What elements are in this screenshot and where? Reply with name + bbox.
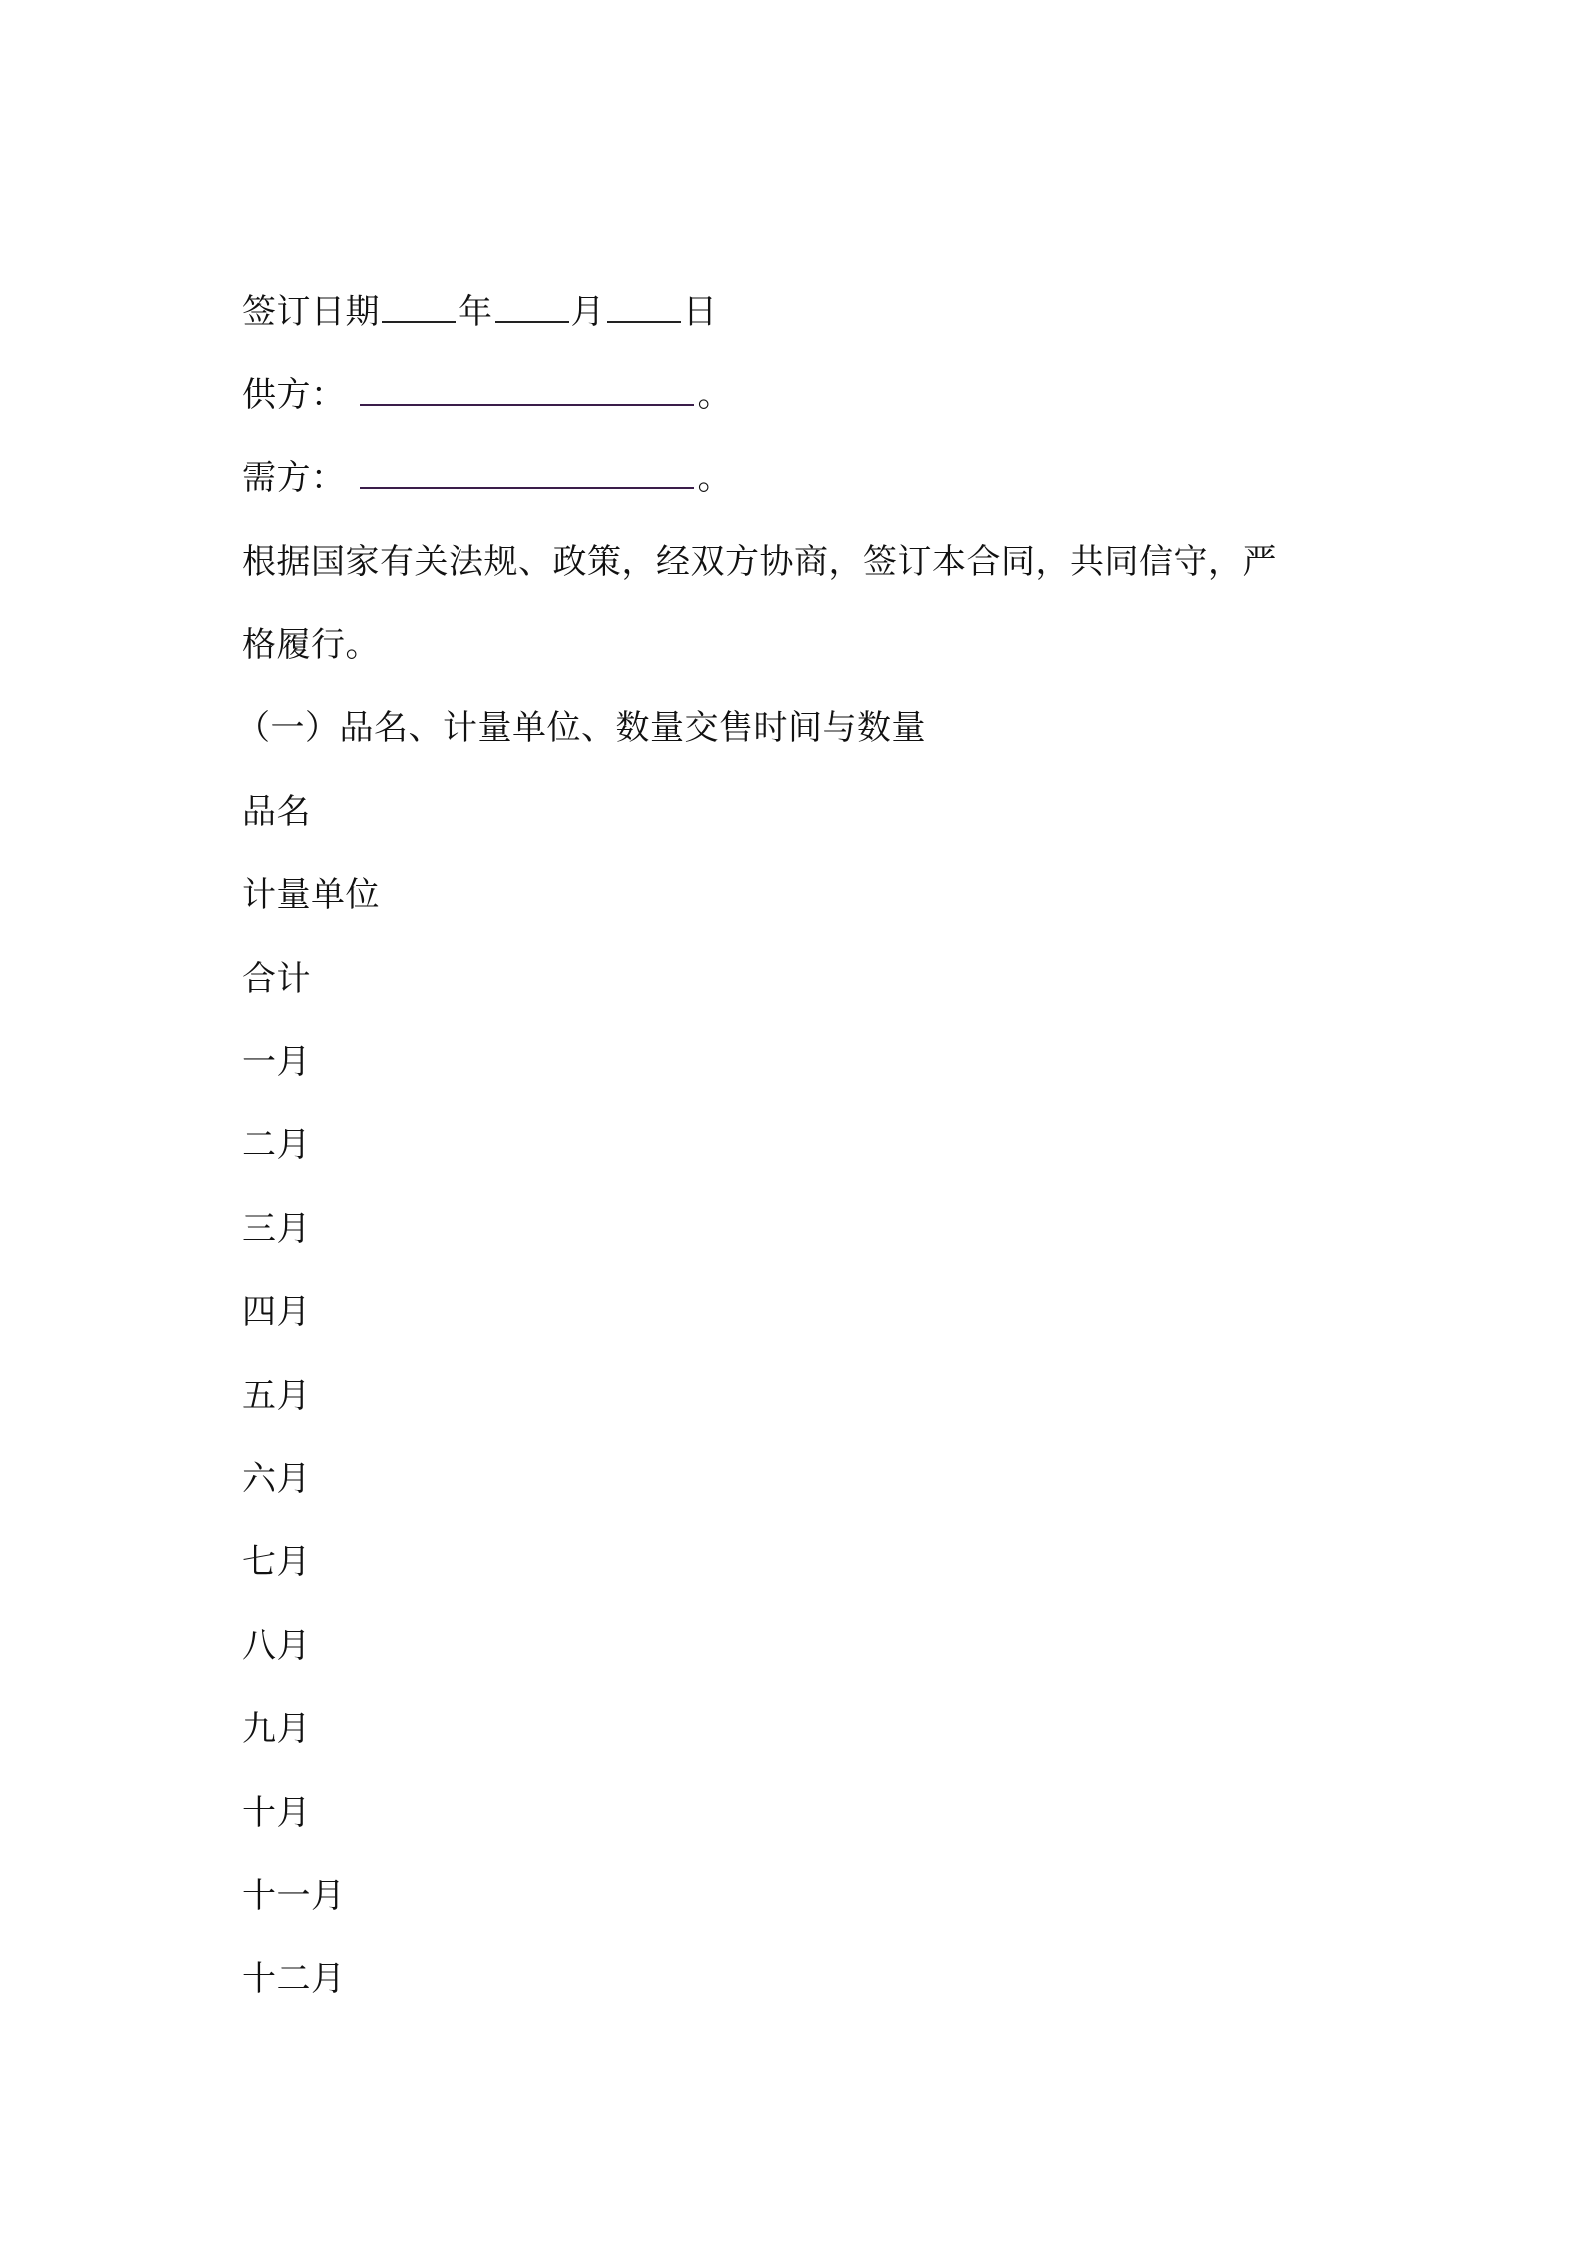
signing-date-label: 签订日期 — [242, 292, 380, 332]
section-1-heading: （一）品名、计量单位、数量交售时间与数量 — [236, 708, 926, 748]
field-month-6: 六月 — [242, 1459, 311, 1499]
supplier-end: 。 — [697, 375, 732, 415]
field-month-3: 三月 — [242, 1209, 311, 1249]
buyer-label: 需方： — [242, 458, 346, 498]
month-suffix: 月 — [570, 292, 605, 332]
field-month-11: 十一月 — [242, 1876, 346, 1916]
day-blank[interactable] — [607, 291, 681, 323]
field-month-10: 十月 — [242, 1793, 311, 1833]
field-month-4: 四月 — [242, 1292, 311, 1332]
year-blank[interactable] — [382, 291, 456, 323]
buyer-end: 。 — [697, 458, 732, 498]
intro-line-2: 格履行。 — [242, 625, 380, 665]
supplier-line — [242, 373, 732, 417]
field-month-2: 二月 — [242, 1125, 311, 1165]
buyer-line — [242, 456, 732, 500]
field-month-1: 一月 — [242, 1042, 311, 1082]
field-month-5: 五月 — [242, 1376, 311, 1416]
day-suffix: 日 — [683, 292, 718, 332]
field-month-12: 十二月 — [242, 1959, 346, 1999]
field-month-7: 七月 — [242, 1542, 311, 1582]
field-total: 合计 — [242, 959, 311, 999]
field-month-9: 九月 — [242, 1709, 311, 1749]
intro-line-1: 根据国家有关法规、政策，经双方协商，签订本合同，共同信守，严 — [242, 542, 1277, 582]
year-suffix: 年 — [458, 292, 493, 332]
field-unit: 计量单位 — [242, 875, 380, 915]
supplier-label: 供方： — [242, 375, 346, 415]
month-blank[interactable] — [495, 291, 569, 323]
supplier-blank[interactable] — [360, 374, 694, 406]
field-month-8: 八月 — [242, 1626, 311, 1666]
buyer-blank[interactable] — [360, 457, 694, 489]
signing-date-line — [242, 290, 718, 334]
field-product-name: 品名 — [242, 792, 311, 832]
